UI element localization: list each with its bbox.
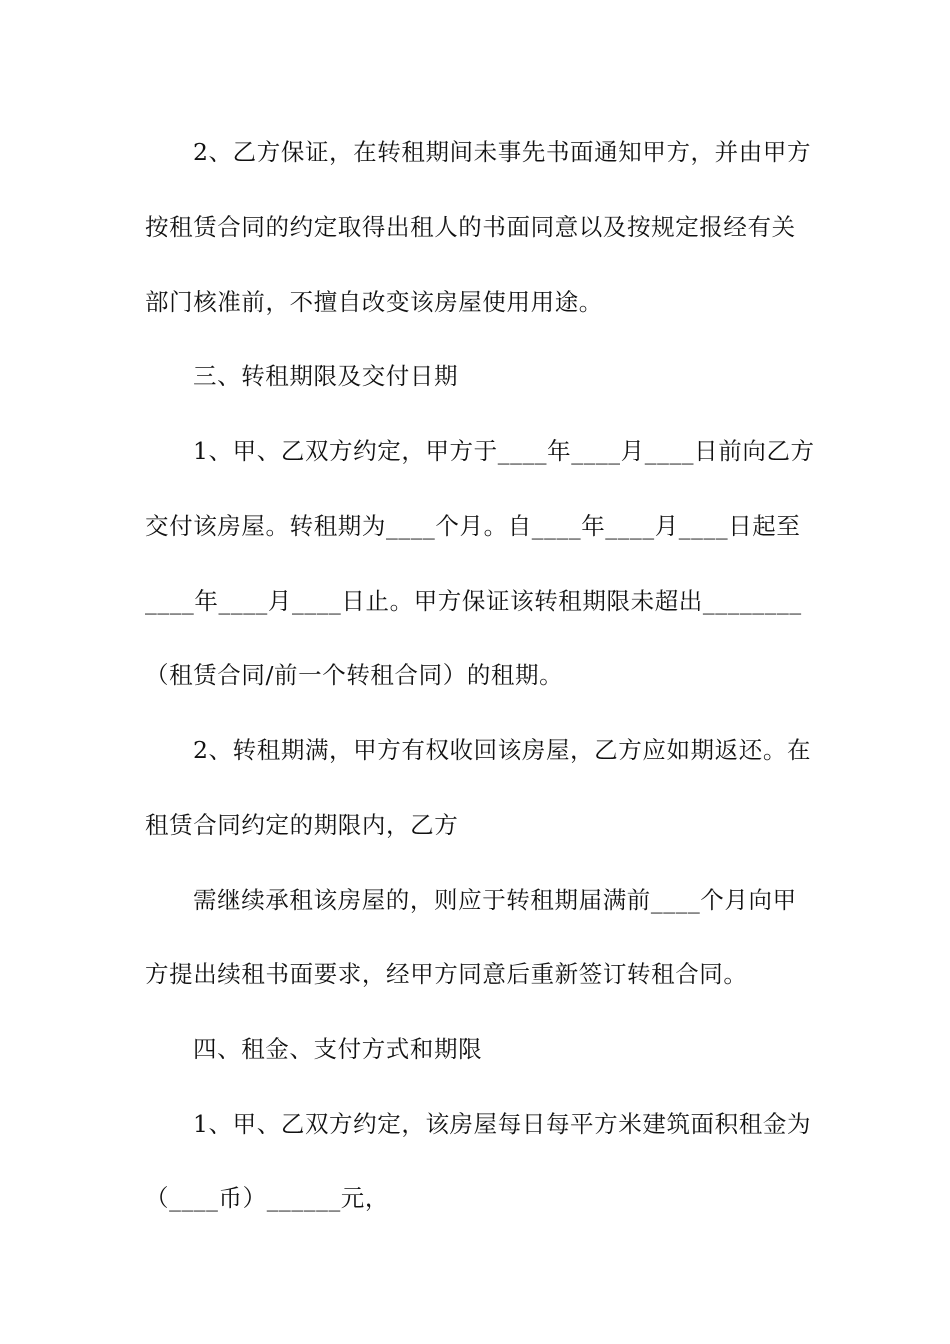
paragraph-line: （租赁合同/前一个转租合同）的租期。 (145, 661, 564, 689)
paragraph-line: 租赁合同约定的期限内，乙方 (145, 811, 459, 839)
paragraph-line: 部门核准前，不擅自改变该房屋使用用途。 (145, 288, 603, 316)
section-heading: 三、转租期限及交付日期 (193, 362, 459, 390)
paragraph-line: 交付该房屋。转租期为____个月。自____年____月____日起至 (145, 512, 801, 540)
paragraph-line: 需继续承租该房屋的，则应于转租期届满前____个月向甲 (193, 886, 797, 914)
paragraph-line: 按租赁合同的约定取得出租人的书面同意以及按规定报经有关 (145, 213, 796, 241)
section-heading: 四、租金、支付方式和期限 (193, 1035, 483, 1063)
paragraph-line: 方提出续租书面要求，经甲方同意后重新签订转租合同。 (145, 960, 748, 988)
paragraph-line: ____年____月____日止。甲方保证该转租期限未超出________ (145, 587, 802, 615)
paragraph-line: （____币）______元， (145, 1184, 389, 1212)
paragraph-line: 2、转租期满，甲方有权收回该房屋，乙方应如期返还。在 (193, 736, 812, 764)
paragraph-line: 1、甲、乙双方约定，该房屋每日每平方米建筑面积租金为 (193, 1110, 812, 1138)
paragraph-line: 2、乙方保证，在转租期间未事先书面通知甲方，并由甲方 (193, 138, 812, 166)
paragraph-line: 1、甲、乙双方约定，甲方于____年____月____日前向乙方 (193, 437, 815, 465)
